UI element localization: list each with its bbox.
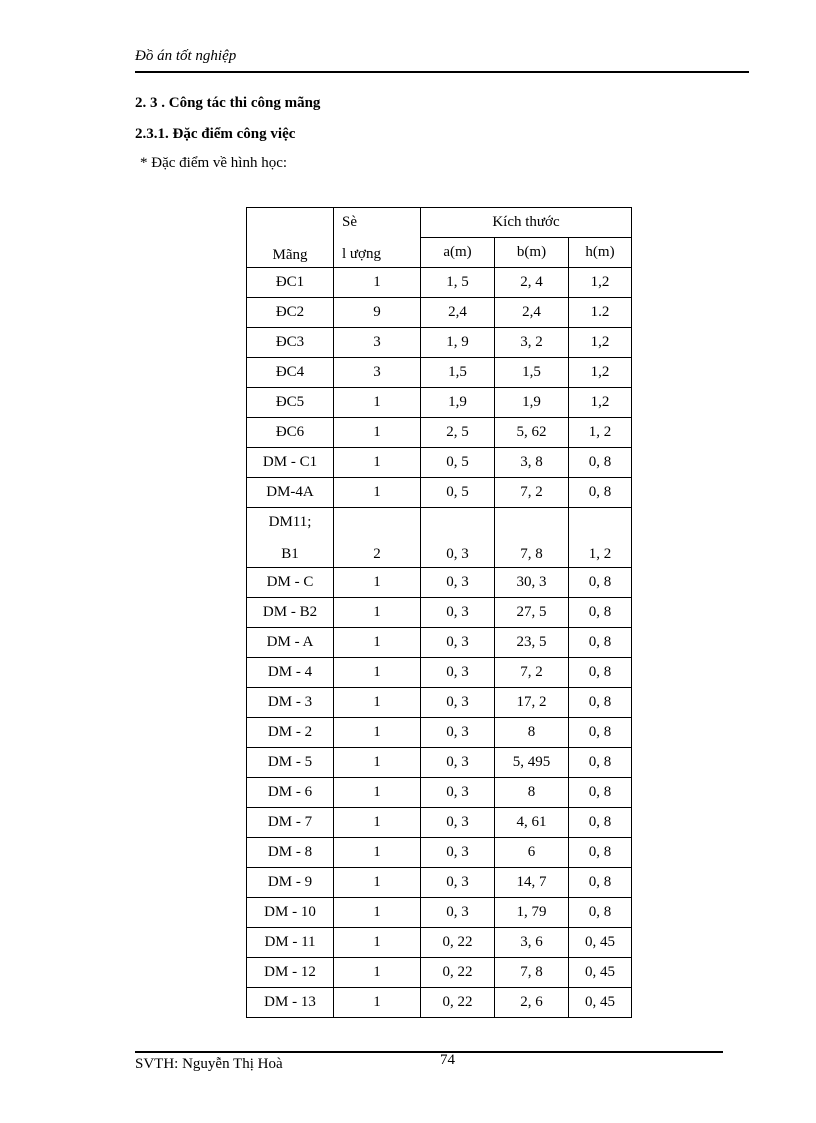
page-number: 74 [440,1052,455,1068]
col-header-name-label: Mãng [272,246,308,263]
cell-b: 1,9 [495,388,569,418]
cell-h: 1, 2 [569,418,632,448]
cell-a: 0, 5 [421,448,495,478]
cell-a: 1,5 [421,358,495,388]
header-title: Đồ án tốt nghiệp [135,48,237,64]
cell-b: 2, 4 [495,268,569,298]
cell-h: 0, 45 [569,988,632,1018]
cell-a: 0, 5 [421,478,495,508]
cell-name: DM - 5 [247,748,334,778]
cell-name: ĐC4 [247,358,334,388]
cell-name: DM - A [247,628,334,658]
cell-count [334,508,421,568]
col-header-count-line2: l ượng [342,245,381,262]
cell-b: 8 [495,718,569,748]
cell-name: DM - 3 [247,688,334,718]
cell-a: 0, 3 [421,838,495,868]
cell-count: 1 [334,658,421,688]
cell-a: 0, 3 [421,598,495,628]
cell-count: 1 [334,898,421,928]
cell-count: 1 [334,688,421,718]
cell-name: DM - 9 [247,868,334,898]
cell-h: 1,2 [569,268,632,298]
table-row [247,568,632,598]
cell-name: DM - C [247,568,334,598]
cell-name: DM - B2 [247,598,334,628]
cell-h: 1,2 [569,328,632,358]
table-row [247,358,632,388]
cell-a: 2, 5 [421,418,495,448]
table-row [247,388,632,418]
cell-a: 0, 3 [421,778,495,808]
table-header-row [247,208,632,238]
cell-b: 7, 2 [495,478,569,508]
cell-b: 23, 5 [495,628,569,658]
col-header-count [334,208,421,268]
cell-a: 2,4 [421,298,495,328]
cell-a: 0, 22 [421,958,495,988]
table-row [247,328,632,358]
cell-name-line1: DM11; [268,513,312,530]
cell-count: 1 [334,778,421,808]
cell-count: 1 [334,478,421,508]
subsection-title: 2.3.1. Đặc điểm công việc [135,126,296,142]
cell-h: 1,2 [569,358,632,388]
cell-h: 1,2 [569,388,632,418]
cell-h: 0, 8 [569,868,632,898]
table-row [247,508,632,568]
cell-name: DM-4A [247,478,334,508]
cell-name: DM - 11 [247,928,334,958]
cell-h: 0, 8 [569,748,632,778]
cell-name: DM - 2 [247,718,334,748]
cell-h: 0, 8 [569,568,632,598]
cell-h: 1.2 [569,298,632,328]
cell-a: 0, 3 [421,808,495,838]
table-row [247,868,632,898]
cell-name: DM - 4 [247,658,334,688]
cell-h-value: 1, 2 [588,545,612,562]
table-row [247,988,632,1018]
cell-b: 1, 79 [495,898,569,928]
cell-count: 1 [334,418,421,448]
cell-b: 30, 3 [495,568,569,598]
cell-name [247,508,334,568]
cell-a: 1,9 [421,388,495,418]
cell-count: 1 [334,988,421,1018]
table-row [247,808,632,838]
cell-h: 0, 45 [569,928,632,958]
cell-h: 0, 8 [569,478,632,508]
table-row [247,448,632,478]
cell-b: 17, 2 [495,688,569,718]
col-header-b: b(m) [495,238,569,268]
cell-name: ĐC5 [247,388,334,418]
cell-count: 1 [334,568,421,598]
cell-a: 0, 22 [421,928,495,958]
table-row [247,478,632,508]
cell-h: 0, 8 [569,448,632,478]
cell-b: 14, 7 [495,868,569,898]
table-row [247,658,632,688]
cell-a: 0, 22 [421,988,495,1018]
cell-a [421,508,495,568]
table-row [247,778,632,808]
cell-b: 3, 8 [495,448,569,478]
footer-rule [135,1051,723,1053]
table-row [247,688,632,718]
cell-b [495,508,569,568]
table-row [247,418,632,448]
cell-a: 0, 3 [421,688,495,718]
cell-a: 0, 3 [421,718,495,748]
table-row [247,628,632,658]
geometry-note: * Đặc điểm về hình học: [140,155,288,171]
cell-count: 1 [334,388,421,418]
col-header-size-group [421,208,632,238]
cell-count: 1 [334,838,421,868]
cell-b: 7, 2 [495,658,569,688]
cell-h: 0, 8 [569,658,632,688]
cell-count: 1 [334,268,421,298]
cell-a: 0, 3 [421,868,495,898]
cell-a-value: 0, 3 [446,545,469,562]
table-row [247,838,632,868]
cell-name: DM - 8 [247,838,334,868]
cell-h: 0, 8 [569,688,632,718]
cell-count: 3 [334,358,421,388]
cell-b: 8 [495,778,569,808]
cell-a: 0, 3 [421,898,495,928]
cell-b: 3, 2 [495,328,569,358]
cell-a: 1, 9 [421,328,495,358]
cell-h: 0, 8 [569,808,632,838]
cell-b: 2, 6 [495,988,569,1018]
cell-h: 0, 8 [569,838,632,868]
col-header-name [247,208,334,268]
cell-name: ĐC3 [247,328,334,358]
cell-count-value: 2 [373,545,381,562]
cell-a: 0, 3 [421,568,495,598]
section-title: 2. 3 . Công tác thi công mãng [135,95,321,111]
cell-a: 0, 3 [421,628,495,658]
cell-count: 1 [334,598,421,628]
cell-name: DM - C1 [247,448,334,478]
foundation-table [246,207,632,1018]
cell-a: 1, 5 [421,268,495,298]
cell-count: 9 [334,298,421,328]
table-row [247,298,632,328]
table-row [247,718,632,748]
cell-b: 27, 5 [495,598,569,628]
cell-h: 0, 8 [569,598,632,628]
cell-name: DM - 6 [247,778,334,808]
cell-b: 1,5 [495,358,569,388]
cell-name: DM - 13 [247,988,334,1018]
cell-h: 0, 8 [569,898,632,928]
cell-a: 0, 3 [421,658,495,688]
cell-count: 1 [334,958,421,988]
col-header-count-line1: Sè [342,213,357,230]
table-row [247,268,632,298]
cell-b: 4, 61 [495,808,569,838]
cell-name: DM - 12 [247,958,334,988]
header-rule [135,71,749,73]
cell-h: 0, 8 [569,718,632,748]
col-header-a: a(m) [421,238,495,268]
cell-b-value: 7, 8 [520,545,543,562]
cell-b: 5, 62 [495,418,569,448]
cell-name: DM - 7 [247,808,334,838]
table-row [247,958,632,988]
cell-name: DM - 10 [247,898,334,928]
cell-h: 0, 8 [569,628,632,658]
cell-count: 3 [334,328,421,358]
col-header-h: h(m) [569,238,632,268]
cell-count: 1 [334,808,421,838]
cell-b: 2,4 [495,298,569,328]
cell-name-line2: B1 [281,545,299,562]
cell-count: 1 [334,928,421,958]
cell-b: 3, 6 [495,928,569,958]
cell-count: 1 [334,628,421,658]
cell-h: 0, 45 [569,958,632,988]
cell-count: 1 [334,748,421,778]
table-row [247,928,632,958]
cell-count: 1 [334,868,421,898]
cell-count: 1 [334,448,421,478]
cell-h: 0, 8 [569,778,632,808]
footer-author: SVTH: Nguyễn Thị Hoà [135,1056,283,1072]
cell-a: 0, 3 [421,748,495,778]
cell-b: 6 [495,838,569,868]
cell-count: 1 [334,718,421,748]
cell-name: ĐC6 [247,418,334,448]
cell-name: ĐC1 [247,268,334,298]
table-row [247,748,632,778]
cell-b: 7, 8 [495,958,569,988]
cell-name: ĐC2 [247,298,334,328]
cell-h [569,508,632,568]
table-row [247,898,632,928]
col-header-size-label: Kích thước [492,214,560,230]
cell-b: 5, 495 [495,748,569,778]
table-row [247,598,632,628]
